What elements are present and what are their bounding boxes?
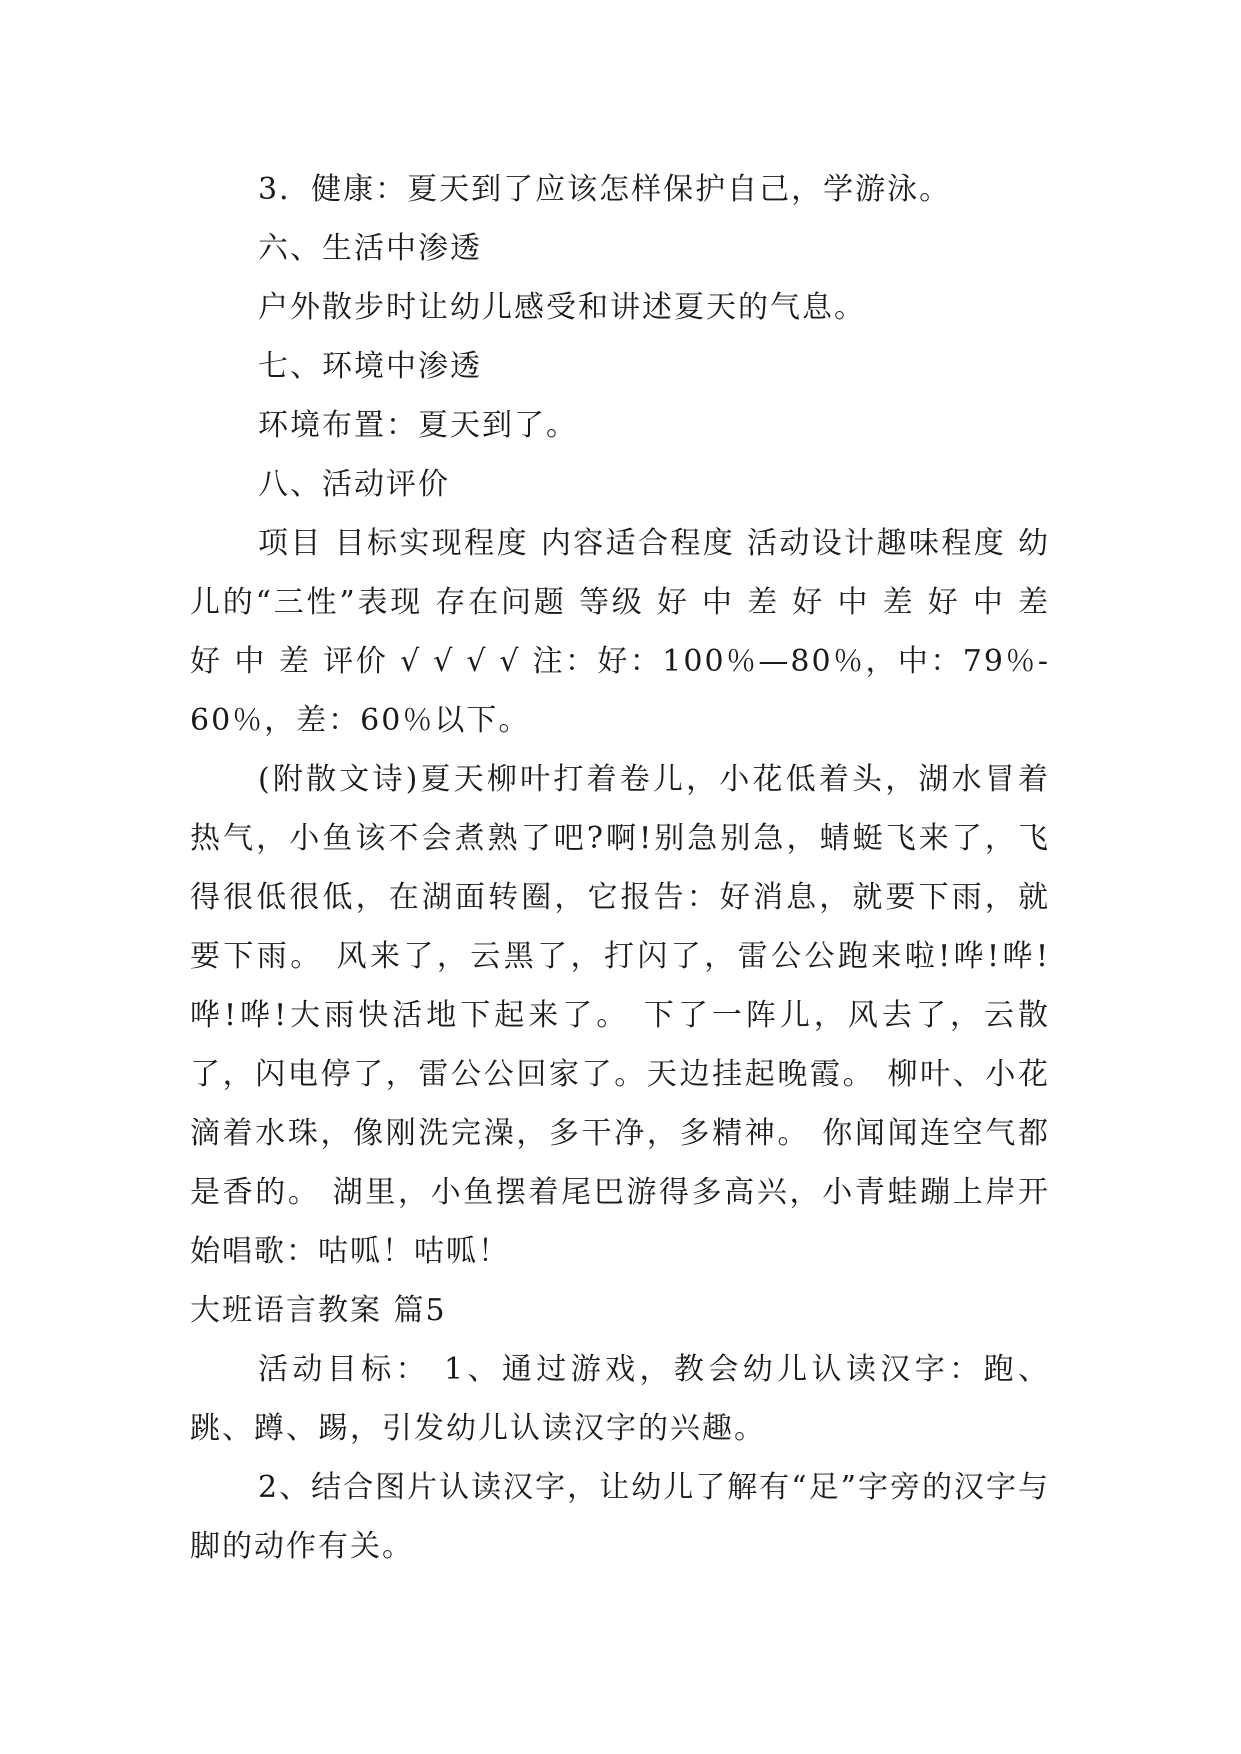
lesson-plan-title: 大班语言教案 篇5: [190, 1293, 447, 1328]
section-heading-evaluation: 八、活动评价: [258, 467, 450, 502]
paragraph-activity-goal-1: 活动目标： 1、通过游戏，教会幼儿认读汉字：跑、跳、蹲、踢，引发幼儿认读汉字的兴趣。: [190, 1352, 1050, 1446]
paragraph-outdoor-walk: 户外散步时让幼儿感受和讲述夏天的气息。: [258, 290, 866, 325]
paragraph-health: 3．健康：夏天到了应该怎样保护自己，学游泳。: [258, 172, 952, 207]
paragraph-evaluation-table: 项目 目标实现程度 内容适合程度 活动设计趣味程度 幼儿的“三性”表现 存在问题 等级 好 中 差 好 中 差 好 中 差 好 中 差 评价 √ √ √ √ 注：好：100％—80％，中：79％-60％，差：60％以下。: [190, 526, 1050, 738]
paragraph-environment-setup: 环境布置：夏天到了。: [258, 408, 578, 443]
document-body: [190, 160, 1050, 1576]
paragraph-prose-poem: (附散文诗)夏天柳叶打着卷儿，小花低着头，湖水冒着热气，小鱼该不会煮熟了吧?啊!别急别急，蜻蜓飞来了，飞得很低很低，在湖面转圈，它报告：好消息，就要下雨，就要下雨。 风来了，云黑了，打闪了，雷公公跑来啦!哗!哗!哗!哗!大雨快活地下起来了。 下了一阵儿，风去了，云散了，闪电停了，雷公公回家了。天边挂起晚霞。 柳叶、小花滴着水珠，像刚洗完澡，多干净，多精神。 你闻闻连空气都是香的。 湖里，小鱼摆着尾巴游得多高兴，小青蛙蹦上岸开始唱歌：咕呱！咕呱！: [190, 762, 1050, 1269]
section-heading-life: 六、生活中渗透: [258, 231, 482, 266]
section-heading-environment: 七、环境中渗透: [258, 349, 482, 384]
paragraph-activity-goal-2: 2、结合图片认读汉字，让幼儿了解有“足”字旁的汉字与脚的动作有关。: [190, 1470, 1050, 1564]
